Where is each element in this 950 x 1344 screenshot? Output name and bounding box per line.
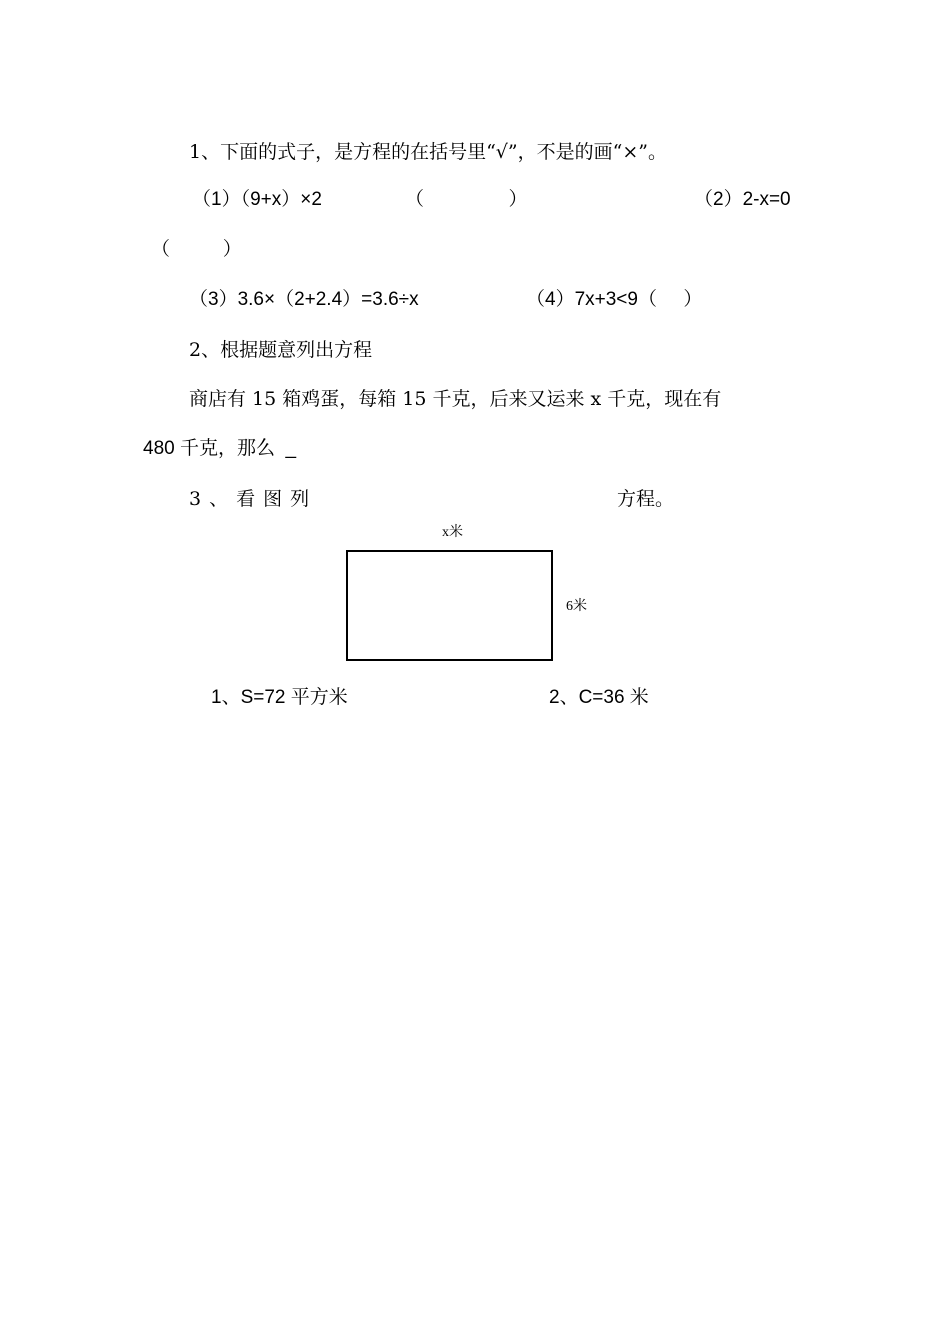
- q1-heading: 1、下面的式子，是方程的在括号里“√”，不是的画“×”。: [189, 141, 667, 163]
- q3-heading-right: 方程。: [617, 488, 675, 510]
- q3-heading-left: 3、看图列: [189, 488, 318, 510]
- q3-condition-1: 1、S=72 平方米: [211, 687, 348, 708]
- q1-item3: （3）3.6×（2+2.4）=3.6÷x: [189, 289, 419, 310]
- rectangle-figure: [346, 550, 553, 661]
- q2-heading: 2、根据题意列出方程: [189, 339, 373, 361]
- figure-side-label: 6米: [566, 599, 587, 614]
- q1-item1: （1）（9+x）×2: [192, 189, 322, 210]
- q1-item1-answer-paren: （ ）: [405, 189, 528, 210]
- q1-item4: （4）7x+3<9（ ）: [526, 289, 703, 310]
- q2-line1: 商店有 15 箱鸡蛋，每箱 15 千克，后来又运来 x 千克，现在有: [189, 388, 722, 410]
- q1-item2: （2）2-x=0: [694, 189, 791, 210]
- figure-top-label: x米: [442, 525, 463, 540]
- q1-item2-answer-paren: （ ）: [151, 239, 242, 260]
- q2-line2: 480 千克，那么 _: [143, 438, 297, 459]
- q3-condition-2: 2、C=36 米: [549, 687, 649, 708]
